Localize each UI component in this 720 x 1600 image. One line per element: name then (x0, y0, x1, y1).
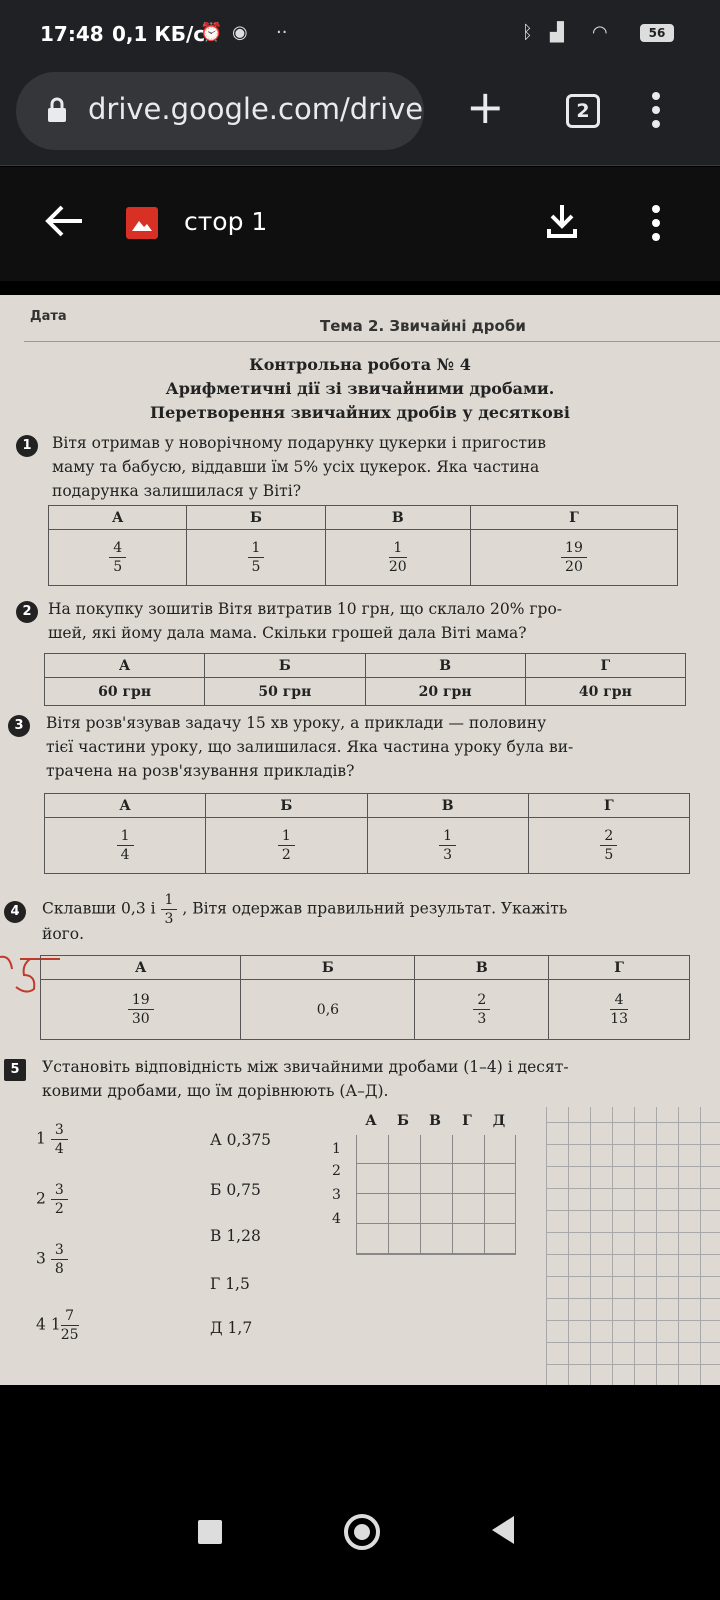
column-header: Г (525, 654, 685, 678)
fraction: $\frac{3}{8}$ (51, 1241, 68, 1278)
fraction: $\frac{19}{20}$ (561, 539, 587, 576)
battery-icon: 56 (640, 24, 674, 42)
column-header: А (41, 956, 241, 980)
question-text (46, 711, 714, 783)
document-page (0, 295, 720, 1385)
grid-col-label: А (365, 1113, 377, 1129)
grid-row-label: 1 (332, 1141, 341, 1157)
fraction: $\frac{2}{3}$ (473, 991, 490, 1028)
column-header: А (45, 794, 206, 818)
fraction: $\frac{1}{20}$ (388, 540, 407, 575)
column-header: Г (549, 956, 690, 980)
fraction: $\frac{1}{4}$ (117, 827, 134, 864)
back-button[interactable] (492, 1516, 514, 1544)
text-line: На покупку зошитів Вітя витратив 10 грн, що склало 20% гро- (48, 600, 563, 618)
new-tab-icon[interactable]: + (466, 80, 505, 134)
browser-toolbar (0, 64, 720, 166)
decimal-option: А 0,375 (210, 1131, 272, 1149)
fraction-item: 3 $\frac{3}{8}$ (36, 1241, 68, 1278)
grid-cells (356, 1135, 516, 1255)
fraction-item: 1 $\frac{3}{4}$ (36, 1121, 68, 1158)
text-line: подарунка залишилася у Віті? (52, 482, 301, 500)
column-header: Б (241, 956, 415, 980)
fraction: $\frac{7}{25}$ (60, 1308, 79, 1343)
url-text: drive.google.com/drive (88, 92, 424, 126)
back-arrow-icon[interactable] (44, 203, 84, 239)
grid-row-label: 2 (332, 1163, 341, 1179)
decimal-option: Г 1,5 (210, 1275, 250, 1293)
question-text (48, 597, 712, 645)
text-line: маму та бабусю, віддавши їм 5% усіх цукерок. Яка частина (52, 458, 540, 476)
status-network-speed: 0,1 КБ/с (112, 22, 206, 46)
fraction-item: 2 $\frac{3}{2}$ (36, 1181, 68, 1218)
answer-cell: 40 грн (525, 678, 685, 706)
header-divider (24, 341, 720, 342)
status-time: 17:48 (40, 22, 104, 46)
more-notifications-icon: ·· (276, 22, 288, 43)
answer-table (40, 955, 690, 1040)
fraction: $\frac{2}{5}$ (600, 827, 617, 864)
answer-table (44, 793, 690, 874)
column-header: В (415, 956, 549, 980)
fraction: $\frac{1}{3}$ (439, 827, 456, 864)
text-line: Склавши 0,3 і $\frac{1}{3}$ , Вітя одержав правильний результат. Укажіть (42, 892, 568, 927)
fraction: $\frac{3}{2}$ (51, 1181, 68, 1218)
question-number: 1 (16, 435, 38, 457)
answer-table (48, 505, 678, 586)
fraction: $\frac{1}{5}$ (248, 539, 265, 576)
answer-cell: 50 грн (205, 678, 365, 706)
column-header: В (325, 506, 470, 530)
grid-row-label: 4 (332, 1211, 341, 1227)
text-line: Вітя розв'язував задачу 15 хв уроку, а приклади — половину (46, 714, 547, 732)
question-text (42, 1055, 714, 1103)
date-label: Дата (30, 309, 67, 324)
question-number: 5 (4, 1059, 26, 1081)
test-subtitle-2: Перетворення звичайних дробів у десяткові (150, 403, 570, 422)
text-line: Установіть відповідність між звичайними дробами (1–4) і десят- (42, 1058, 569, 1076)
text-line: тієї частини уроку, що залишилася. Яка частина уроку була ви- (46, 738, 574, 756)
decimal-option: Б 0,75 (210, 1181, 261, 1199)
browser-menu-icon[interactable] (652, 90, 660, 130)
grid-col-label: Д (492, 1113, 506, 1129)
text-line: шей, які йому дала мама. Скільки грошей дала Віті мама? (48, 624, 527, 642)
answer-cell: 60 грн (45, 678, 205, 706)
column-header: Г (470, 506, 677, 530)
column-header: Б (205, 654, 365, 678)
home-button[interactable] (344, 1514, 380, 1550)
fraction: $\frac{1}{2}$ (278, 827, 295, 864)
answer-cell: 0,6 (241, 980, 415, 1040)
column-header: Б (187, 506, 325, 530)
fraction: $\frac{19}{30}$ (128, 991, 154, 1028)
test-subtitle-1: Арифметичні дії зі звичайними дробами. (165, 379, 555, 398)
fraction: $\frac{3}{4}$ (51, 1121, 68, 1158)
tab-switcher-button[interactable]: 2 (566, 94, 600, 128)
fraction: $\frac{1}{3}$ (161, 891, 178, 928)
grid-col-label: Г (462, 1113, 472, 1129)
text-line: його. (42, 925, 85, 943)
image-file-icon (126, 207, 158, 239)
text-line: ковими дробами, що їм дорівнюють (А–Д). (42, 1082, 389, 1100)
squared-paper (546, 1107, 720, 1385)
grid-row-label: 3 (332, 1187, 341, 1203)
topic-title: Тема 2. Звичайні дроби (320, 317, 526, 335)
question-number: 4 (4, 901, 26, 923)
recent-apps-button[interactable] (198, 1520, 222, 1544)
viewer-menu-icon[interactable] (652, 203, 660, 243)
bluetooth-icon: ᛒ (522, 22, 533, 43)
test-title: Контрольна робота № 4 (249, 355, 471, 374)
viewer-header (0, 167, 720, 281)
column-header: В (365, 654, 525, 678)
wifi-icon: ◠ (592, 22, 608, 43)
navigation-bar (0, 1472, 720, 1600)
decimal-option: В 1,28 (210, 1227, 261, 1245)
column-header: А (45, 654, 205, 678)
fraction-item: 4 1 $\frac{7}{25}$ (36, 1308, 79, 1343)
question-number: 2 (16, 601, 38, 623)
column-header: А (49, 506, 187, 530)
lock-icon (46, 96, 68, 124)
answer-table (44, 653, 686, 706)
signal-icon: ▟ (550, 22, 564, 43)
question-text (42, 891, 714, 946)
text-line: трачена на розв'язування прикладів? (46, 762, 355, 780)
grid-col-label: В (429, 1113, 441, 1129)
text-line: Вітя отримав у новорічному подарунку цукерки і пригостив (52, 434, 547, 452)
decimal-option: Д 1,7 (210, 1319, 253, 1337)
grid-col-label: Б (397, 1113, 409, 1129)
alarm-icon: ⏰ (200, 22, 223, 43)
address-bar[interactable] (16, 72, 424, 150)
question-number: 3 (8, 715, 30, 737)
status-bar (0, 0, 720, 64)
fraction: $\frac{4}{13}$ (610, 992, 629, 1027)
question-text (52, 431, 712, 503)
answer-cell: 20 грн (365, 678, 525, 706)
column-header: Б (206, 794, 367, 818)
fraction: $\frac{4}{5}$ (109, 539, 126, 576)
download-icon[interactable] (546, 203, 578, 239)
chrome-icon: ◉ (232, 22, 248, 43)
column-header: В (367, 794, 528, 818)
column-header: Г (528, 794, 689, 818)
file-title: стор 1 (184, 207, 268, 236)
